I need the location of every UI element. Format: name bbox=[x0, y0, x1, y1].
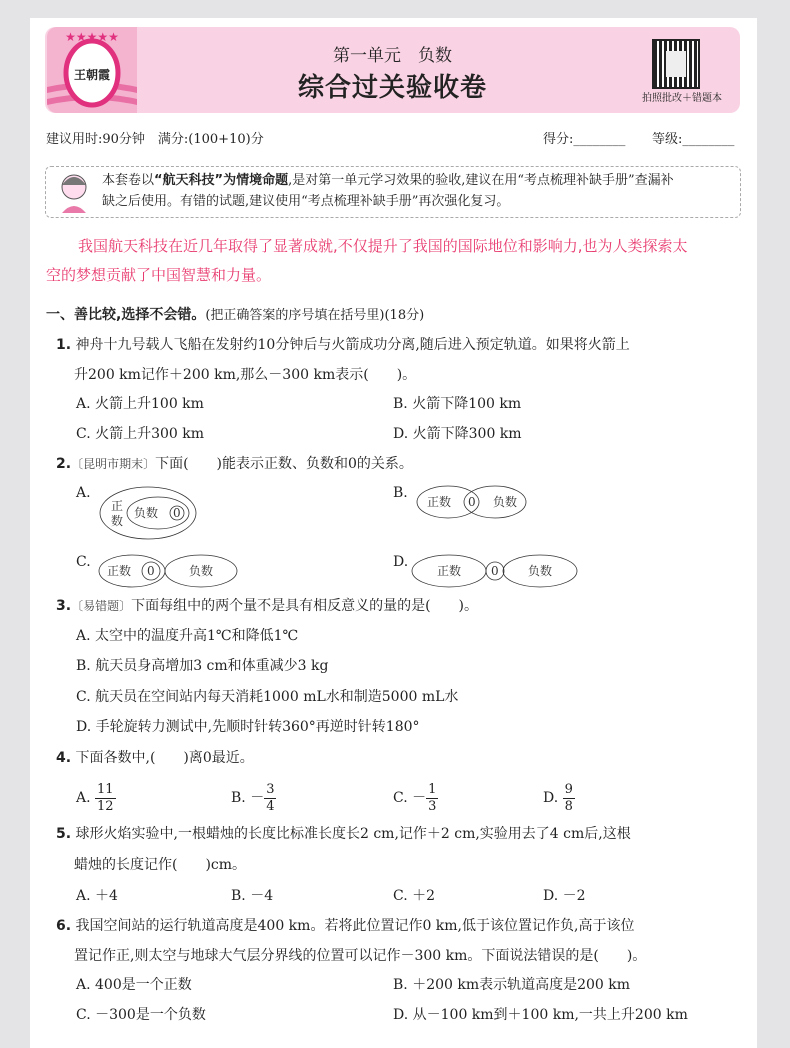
label-zero: 0 bbox=[173, 506, 181, 520]
intro-line-2: 空的梦想贡献了中国智慧和力量。 bbox=[46, 266, 272, 284]
question-6: 6. 我国空间站的运行轨道高度是400 km。若将此位置记作0 km,低于该位置记作负,高于该位 bbox=[56, 918, 635, 934]
exam-title: 综合过关验收卷 bbox=[297, 73, 487, 103]
label-negative: 负数 bbox=[134, 506, 159, 520]
question-1: 1. 神舟十九号载人飞船在发射约10分钟后与火箭成功分离,随后进入预定轨道。如果将火箭上 bbox=[56, 337, 630, 353]
label-zero: 0 bbox=[147, 564, 155, 578]
q2-diagram-a[interactable] bbox=[98, 485, 198, 541]
q4-option-a[interactable]: A. $\frac{11}{12}$ bbox=[76, 781, 114, 814]
time-info: 建议用时:90分钟 满分:(100+10)分 bbox=[46, 132, 264, 147]
q1-option-a[interactable]: A. 火箭上升100 km bbox=[76, 396, 204, 412]
q2-label-a[interactable]: A. bbox=[76, 485, 91, 501]
section-1-heading: 一、善比较,选择不会错。(把正确答案的序号填在括号里)(18分) bbox=[46, 307, 425, 323]
q1-option-c[interactable]: C. 火箭上升300 km bbox=[76, 426, 205, 442]
q3-option-d[interactable]: D. 手轮旋转力测试中,先顺时针转360°再逆时针转180° bbox=[76, 719, 420, 735]
label-negative: 负数 bbox=[189, 564, 214, 578]
question-2: 2.〔昆明市期末〕下面( )能表示正数、负数和0的关系。 bbox=[56, 456, 413, 472]
q2-diagram-d[interactable] bbox=[411, 553, 579, 589]
label-zero: 0 bbox=[491, 564, 499, 578]
fraction: $\frac{9}{8}$ bbox=[564, 781, 573, 814]
q1-option-d[interactable]: D. 火箭下降300 km bbox=[393, 426, 522, 442]
fraction: $\frac{11}{12}$ bbox=[97, 781, 114, 814]
q3-option-a[interactable]: A. 太空中的温度升高1℃和降低1℃ bbox=[76, 628, 299, 644]
q4-option-d[interactable]: D. $\frac{9}{8}$ bbox=[543, 781, 573, 814]
q5-option-d[interactable]: D. －2 bbox=[543, 888, 586, 904]
q2-diagram-c[interactable] bbox=[97, 553, 239, 589]
q6-option-c[interactable]: C. －300是一个负数 bbox=[76, 1007, 206, 1023]
label-negative: 负数 bbox=[493, 495, 518, 509]
q5-option-a[interactable]: A. ＋4 bbox=[76, 888, 118, 904]
q2-label-d[interactable]: D. bbox=[393, 554, 409, 570]
girl-avatar-icon bbox=[54, 169, 94, 215]
fraction: $\frac{1}{3}$ bbox=[428, 781, 437, 814]
fraction: $\frac{3}{4}$ bbox=[266, 781, 275, 814]
qr-label: 拍照批改＋错题本 bbox=[642, 93, 722, 104]
grade-field[interactable]: 等级:________ bbox=[652, 132, 735, 147]
intro-line-1: 我国航天科技在近几年取得了显著成就,不仅提升了我国的国际地位和影响力,也为人类探索太 bbox=[78, 237, 688, 255]
q2-diagram-b[interactable] bbox=[415, 484, 529, 520]
question-6-line-2: 置记作正,则太空与地球大气层分界线的位置可以记作－300 km。下面说法错误的是( )。 bbox=[74, 948, 647, 964]
question-5-line-2: 蜡烛的长度记作( )cm。 bbox=[74, 857, 247, 873]
q2-label-b[interactable]: B. bbox=[393, 485, 408, 501]
notice-box bbox=[45, 166, 741, 218]
header-banner bbox=[45, 27, 740, 113]
svg-text:王朝霞: 王朝霞 bbox=[73, 68, 111, 82]
qr-code-icon[interactable] bbox=[652, 39, 700, 89]
q3-option-b[interactable]: B. 航天员身高增加3 cm和体重减少3 kg bbox=[76, 658, 329, 674]
q6-option-d[interactable]: D. 从－100 km到＋100 km,一共上升200 km bbox=[393, 1007, 688, 1023]
label-negative: 负数 bbox=[528, 564, 553, 578]
q4-option-c[interactable]: C. － $\frac{1}{3}$ bbox=[393, 781, 437, 814]
question-3: 3.〔易错题〕下面每组中的两个量不是具有相反意义的量的是( )。 bbox=[56, 598, 479, 614]
label-positive: 正 bbox=[111, 499, 124, 513]
label-positive: 正数 bbox=[107, 564, 132, 578]
svg-text:★★★★★: ★★★★★ bbox=[65, 30, 119, 44]
q2-label-c[interactable]: C. bbox=[76, 554, 91, 570]
label-positive: 正数 bbox=[427, 495, 452, 509]
q3-option-c[interactable]: C. 航天员在空间站内每天消耗1000 mL水和制造5000 mL水 bbox=[76, 689, 459, 705]
q1-option-b[interactable]: B. 火箭下降100 km bbox=[393, 396, 522, 412]
label-positive: 正数 bbox=[437, 564, 462, 578]
q5-option-c[interactable]: C. ＋2 bbox=[393, 888, 436, 904]
question-4: 4. 下面各数中,( )离0最近。 bbox=[56, 750, 254, 766]
q4-option-b[interactable]: B. － $\frac{3}{4}$ bbox=[231, 781, 275, 814]
q6-option-a[interactable]: A. 400是一个正数 bbox=[76, 977, 192, 993]
notice-line-1: 本套卷以“航天科技”为情境命题,是对第一单元学习效果的验收,建议在用“考点梳理补缺手册”查漏补 bbox=[102, 173, 674, 188]
question-1-line-2: 升200 km记作＋200 km,那么－300 km表示( )。 bbox=[74, 367, 417, 383]
label-positive: 数 bbox=[111, 514, 124, 528]
notice-line-2: 缺之后使用。有错的试题,建议使用“考点梳理补缺手册”再次强化复习。 bbox=[102, 194, 510, 209]
question-5: 5. 球形火焰实验中,一根蜡烛的长度比标准长度长2 cm,记作＋2 cm,实验用去了4 cm后,这根 bbox=[56, 826, 631, 842]
unit-title: 第一单元 负数 bbox=[333, 46, 452, 66]
label-zero: 0 bbox=[468, 495, 476, 509]
score-field[interactable]: 得分:________ bbox=[543, 132, 626, 147]
q6-option-b[interactable]: B. ＋200 km表示轨道高度是200 km bbox=[393, 977, 631, 993]
q5-option-b[interactable]: B. －4 bbox=[231, 888, 274, 904]
